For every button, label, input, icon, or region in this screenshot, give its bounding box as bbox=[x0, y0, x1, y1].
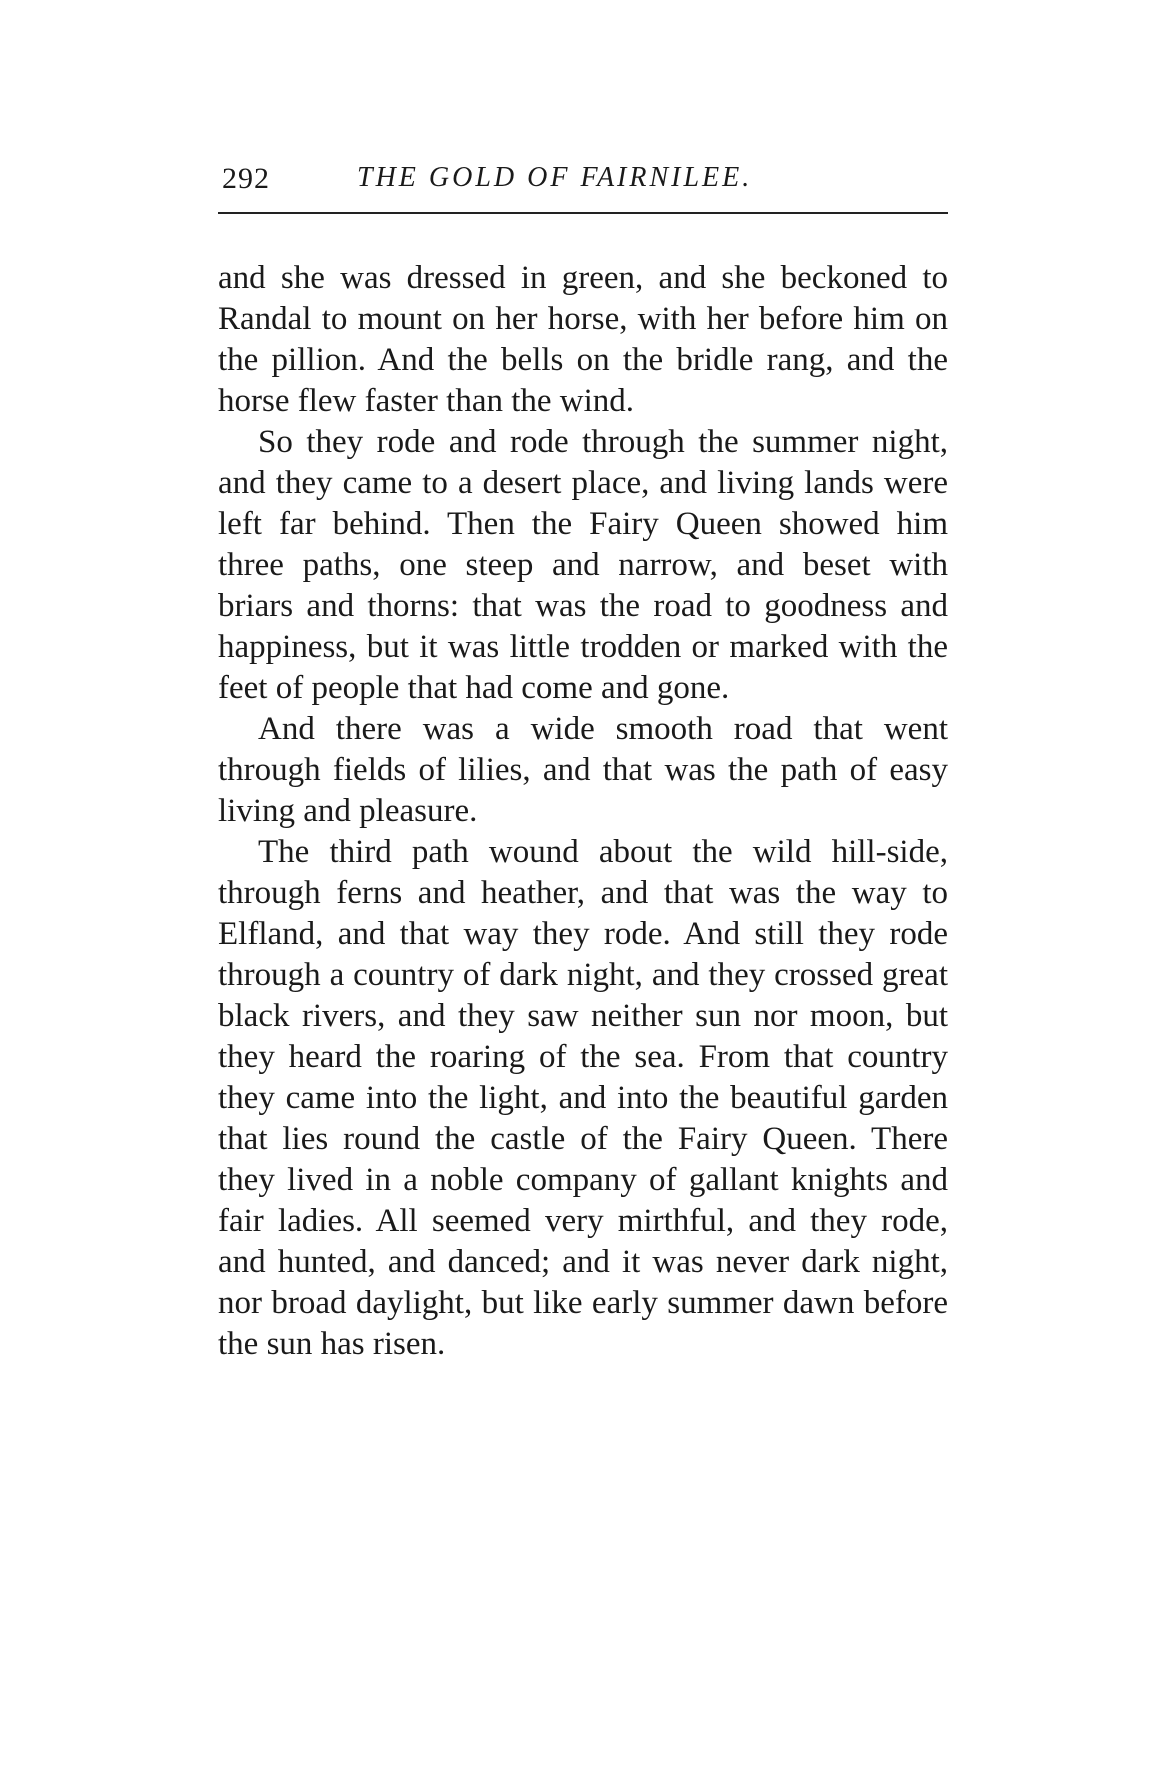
paragraph: The third path wound about the wild hill-side, through ferns and heather, and that was the way to Elfland, and that way they rode. And still they rode through a country of dark night, and they crossed great black rivers, and they saw neither sun nor moon, but they heard the roaring of the sea. From that country they came into the light, and into the beautiful garden that lies round the castle of the Fairy Queen. There they lived in a noble company of gallant knights and fair ladies. All seemed very mirthful, and they rode, and hunted, and danced; and it was never dark night, nor broad daylight, but like early summer dawn before the sun has risen. bbox=[218, 834, 948, 1362]
header-rule bbox=[218, 212, 948, 214]
paragraph: And there was a wide smooth road that went through fields of lilies, and that was the path of easy living and pleasure. bbox=[218, 711, 948, 829]
page-header bbox=[222, 162, 948, 206]
body-text bbox=[218, 258, 948, 1365]
paragraph: and she was dressed in green, and she beckoned to Randal to mount on her horse, with her before him on the pillion. And the bells on the bridle rang, and the horse flew faster than the wind. bbox=[218, 260, 948, 419]
page-number: 292 bbox=[222, 162, 270, 195]
paragraph: So they rode and rode through the summer night, and they came to a desert place, and living lands were left far behind. Then the Fairy Queen showed him three paths, one steep and narrow, and beset with briars and thorns: that was the road to goodness and happiness, but it was little trodden or marked with the feet of people that had come and gone. bbox=[218, 424, 948, 706]
running-title: THE GOLD OF FAIRNILEE. bbox=[357, 162, 753, 193]
